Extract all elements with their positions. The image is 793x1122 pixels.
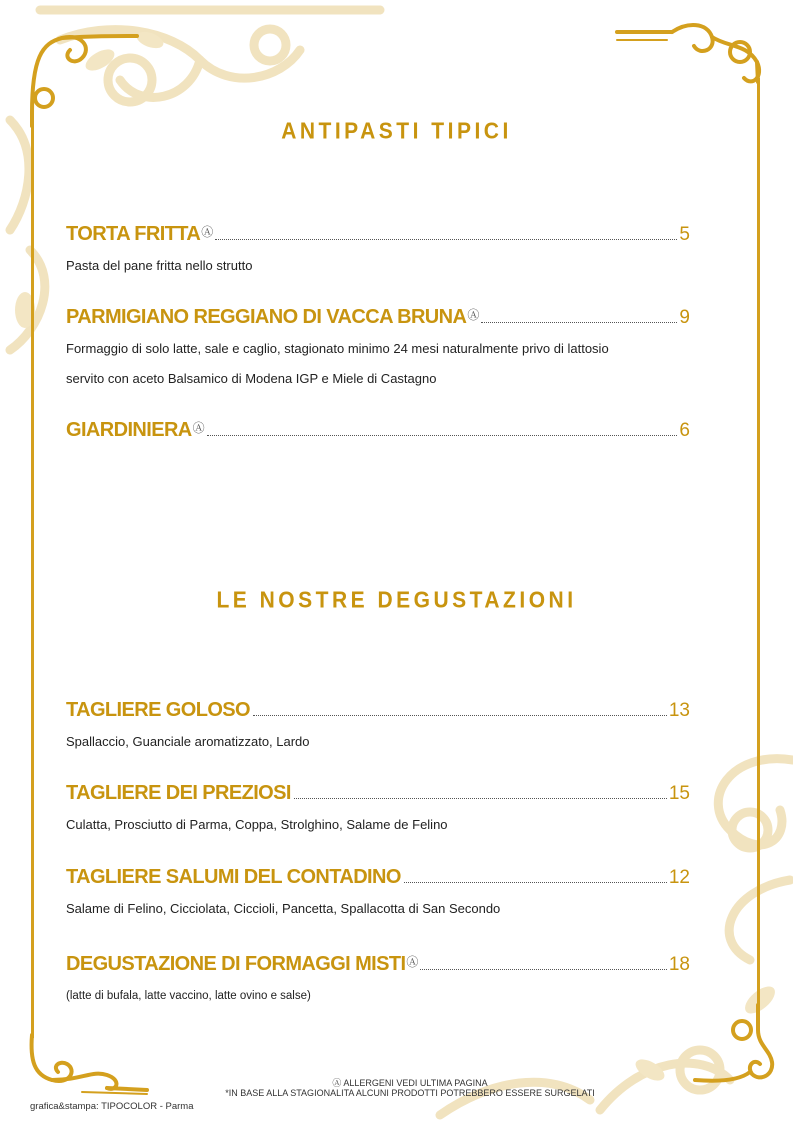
- item-description: Salame di Felino, Cicciolata, Ciccioli, Pancetta, Spallacotta di San Secondo: [66, 901, 501, 916]
- section-title-degustazioni: LE NOSTRE DEGUSTAZIONI: [216, 587, 577, 614]
- item-description: Formaggio di solo latte, sale e caglio, stagionato minimo 24 mesi naturalmente privo di lattosio: [66, 341, 609, 356]
- section-title-antipasti: ANTIPASTI TIPICI: [281, 118, 512, 145]
- item-price: 5: [679, 224, 690, 245]
- item-price: 18: [668, 954, 690, 975]
- item-price: 15: [668, 783, 690, 804]
- item-description: servito con aceto Balsamico di Modena IGP e Miele di Castagno: [66, 371, 437, 386]
- menu-item: [66, 223, 690, 281]
- menu-item: [66, 419, 690, 445]
- item-description: Pasta del pane fritta nello strutto: [66, 258, 253, 273]
- item-name: GIARDINIERA: [66, 419, 192, 441]
- item-name: DEGUSTAZIONE DI FORMAGGI MISTI: [66, 953, 406, 975]
- item-name: TAGLIERE GOLOSO: [66, 699, 250, 721]
- allergen-icon: Ⓐ: [201, 225, 214, 239]
- item-price: 9: [679, 307, 690, 328]
- corner-flourish-top-right: [612, 22, 772, 102]
- allergen-icon: Ⓐ: [192, 421, 205, 435]
- corner-flourish-top-left: [22, 18, 142, 128]
- menu-item: [66, 699, 690, 757]
- item-price: 13: [668, 700, 690, 721]
- allergen-note: Ⓐ ALLERGENI VEDI ULTIMA PAGINA: [332, 1078, 488, 1088]
- item-price: 12: [668, 867, 690, 888]
- menu-item: [66, 866, 690, 924]
- frame-left-line: [31, 108, 34, 1038]
- dot-leader: [253, 714, 667, 716]
- frame-right-line: [757, 78, 760, 1008]
- frozen-note: *IN BASE ALLA STAGIONALITA ALCUNI PRODOTTI POTREBBERO ESSERE SURGELATI: [225, 1088, 595, 1098]
- dot-leader: [420, 968, 666, 970]
- menu-item: [66, 953, 690, 1011]
- dot-leader: [404, 881, 667, 883]
- print-credit: grafica&stampa: TIPOCOLOR - Parma: [30, 1101, 194, 1112]
- item-description: Spallaccio, Guanciale aromatizzato, Lardo: [66, 734, 310, 749]
- dot-leader: [207, 434, 678, 436]
- item-name: TORTA FRITTA: [66, 223, 201, 245]
- item-name: TAGLIERE SALUMI DEL CONTADINO: [66, 866, 401, 888]
- menu-item: [66, 782, 690, 840]
- corner-flourish-bottom-right: [690, 1000, 780, 1090]
- allergen-icon: Ⓐ: [406, 955, 419, 969]
- item-price: 6: [679, 420, 690, 441]
- menu-item: [66, 306, 690, 394]
- corner-flourish-bottom-left: [22, 1030, 152, 1100]
- dot-leader: [481, 321, 677, 323]
- item-name: PARMIGIANO REGGIANO DI VACCA BRUNA: [66, 306, 467, 328]
- dot-leader: [294, 797, 667, 799]
- footer-notes: [200, 1078, 620, 1098]
- item-description: Culatta, Prosciutto di Parma, Coppa, Strolghino, Salame de Felino: [66, 817, 448, 832]
- dot-leader: [215, 238, 677, 240]
- item-name: TAGLIERE DEI PREZIOSI: [66, 782, 291, 804]
- allergen-icon: Ⓐ: [467, 308, 480, 322]
- item-description: (latte di bufala, latte vaccino, latte ovino e salse): [66, 990, 311, 1002]
